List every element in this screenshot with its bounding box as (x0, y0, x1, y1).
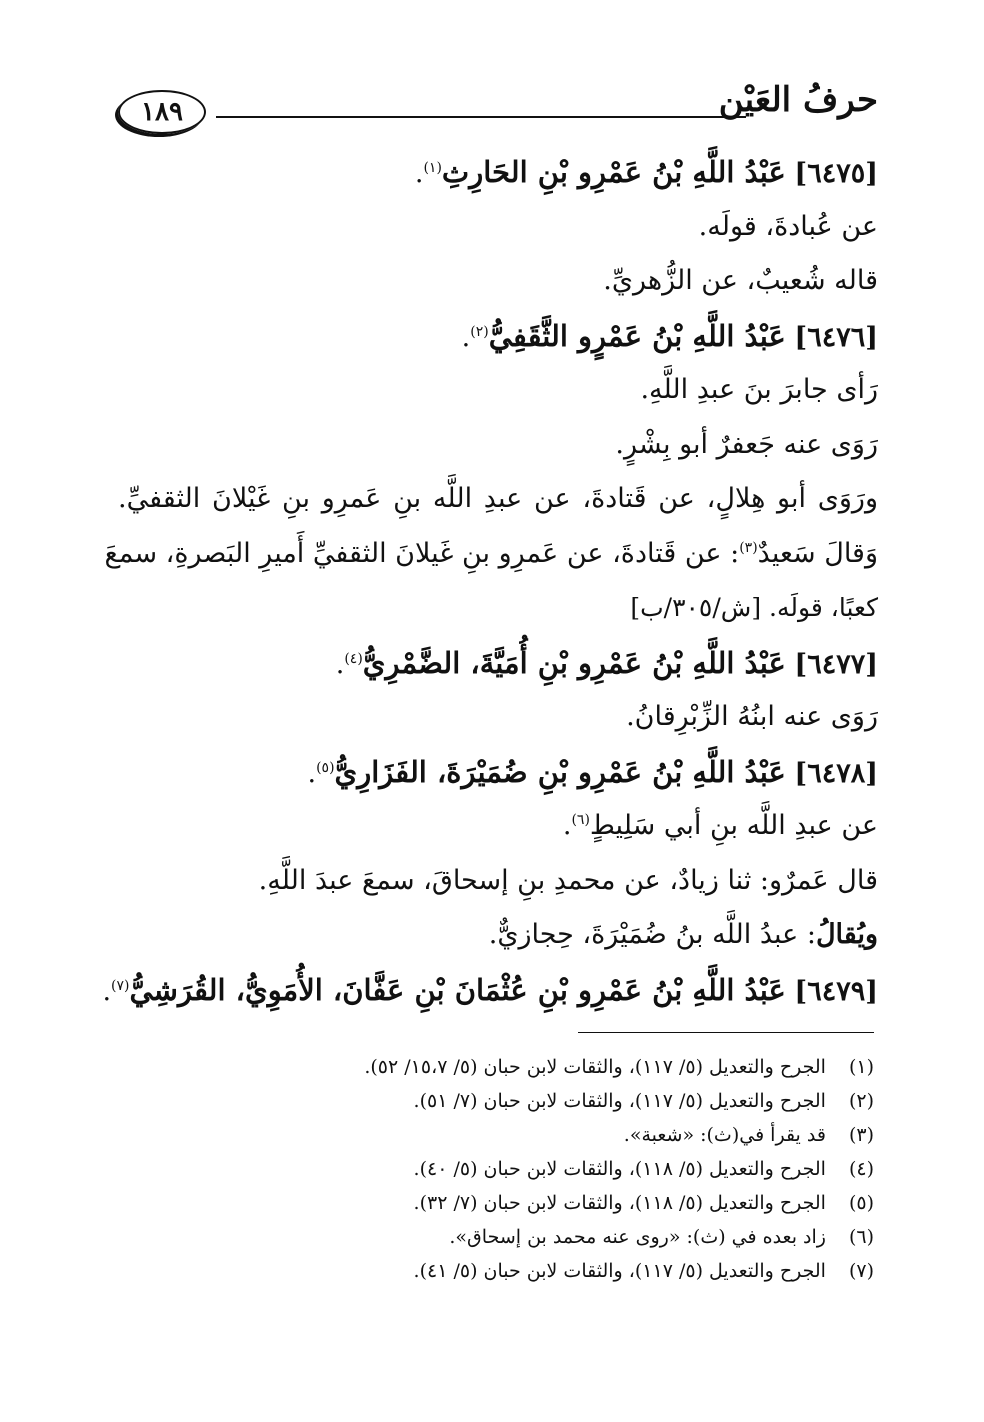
footnote-marker: (٢) (470, 323, 489, 340)
footnote-marker: (٦) (571, 812, 590, 828)
entry-heading (118, 145, 878, 200)
footnote-number: (٢) (848, 1090, 874, 1112)
footnote-text: الجرح والتعديل (٥/ ١١٧)، والثقات لابن حبان (٧/ ٥١). (413, 1090, 826, 1112)
footnote-marker: (٣) (739, 539, 758, 556)
text-segment: عن عبدِ اللَّه بنِ أبي سَلِيطٍ (589, 810, 878, 841)
footnote-text: الجرح والتعديل (٥/ ١١٨)، والثقات لابن حبان (٥/ ٤٠). (413, 1158, 826, 1180)
text-line (104, 527, 878, 582)
text-line (118, 908, 878, 963)
footnote (234, 1186, 874, 1220)
footnote-marker: (١) (423, 160, 442, 176)
footnote-text: الجرح والتعديل (٥/ ١١٧)، والثقات لابن حبان (٥/ ١٥،٧/ ٥٢). (364, 1056, 826, 1078)
entry-name: عَبْدُ اللَّهِ بْنُ عَمْرِو بْنِ الحَارِثِ (441, 155, 786, 189)
footnote-marker: (٥) (316, 759, 335, 776)
text-segment: : عبدُ اللَّه بنُ ضُمَيْرَةَ، حِجازيٌّ. (488, 919, 816, 950)
text-segment: . (562, 810, 572, 841)
entry-heading (118, 745, 878, 800)
entry-number: [٦٤٧٦] (794, 321, 878, 353)
text-line: رَوَى عنه ابنُهُ الزِّبْرِقانُ. (626, 701, 878, 732)
running-head: حرفُ العَيْن (718, 80, 878, 120)
footnote-number: (٥) (848, 1192, 874, 1214)
text-line: كعبًا، قولَه. [ش/٣٠٥/ب] (630, 593, 878, 622)
entry-number: [٦٤٧٨] (794, 757, 878, 789)
footnote-number: (٤) (848, 1158, 874, 1180)
entry-name: عَبْدُ اللَّهِ بْنُ عَمْرِو بْنِ عُثْمَانَ بْنِ عَفَّانَ، الأُمَوِيُّ، القُرَشِيُّ (129, 972, 786, 1007)
text-line (118, 799, 878, 854)
footnote-text: الجرح والتعديل (٥/ ١١٨)، والثقات لابن حبان (٧/ ٣٢). (413, 1192, 826, 1214)
footnote-number: (٣) (848, 1124, 874, 1146)
entry-number: [٦٤٧٩] (794, 975, 878, 1007)
footnote (234, 1220, 874, 1254)
entry-name: عَبْدُ اللَّهِ بْنُ عَمْرٍو الثَّقَفِيُّ (488, 318, 786, 353)
footnote (234, 1254, 874, 1288)
entry-end: . (335, 648, 345, 680)
footnote-text: زاد بعده في (ث): «روى عنه محمد بن إسحاق». (449, 1226, 826, 1248)
main-text (102, 145, 878, 1017)
text-line: رَوَى عنه جَعفرٌ أبو بِشْرٍ. (615, 428, 878, 460)
footnote (234, 1084, 874, 1118)
page-header (118, 80, 878, 140)
entry-name: عَبْدُ اللَّهِ بْنُ عَمْرِو بْنِ أُمَيَّةَ، الضَّمْرِيُّ (362, 645, 786, 680)
footnotes (234, 1050, 874, 1288)
header-rule (216, 116, 746, 118)
entry-end: . (461, 321, 471, 353)
text-line: عن عُبادةَ، قولَه. (698, 210, 878, 242)
text-line: ورَوَى أبو هِلالٍ، عن قَتادةَ، عن عبدِ اللَّه بنِ عَمرِو بنِ غَيْلانَ الثقفيِّ. (118, 483, 878, 514)
footnote-number: (٦) (848, 1226, 874, 1248)
bold-term: ويُقالُ (815, 919, 878, 950)
entry-heading (118, 636, 878, 691)
entry-end: . (307, 757, 317, 789)
footnote-marker: (٤) (344, 650, 363, 667)
text-line: قاله شُعيبٌ، عن الزُّهريِّ. (603, 265, 878, 296)
footnote-number: (١) (848, 1056, 874, 1078)
entry-number: [٦٤٧٧] (794, 648, 878, 680)
entry-heading (102, 963, 878, 1018)
text-line: رَأى جابرَ بنَ عبدِ اللَّهِ. (640, 374, 878, 405)
entry-number: [٦٤٧٥] (794, 158, 878, 189)
text-segment: : عن قَتادةَ، عن عَمرِو بنِ غَيلانَ الثقفيِّ أَميرِ البَصرةِ، سمعَ (104, 537, 740, 569)
footnote (234, 1118, 874, 1152)
entry-end: . (102, 975, 112, 1007)
footnote-number: (٧) (848, 1260, 874, 1282)
footnote-marker: (٧) (111, 977, 130, 994)
footnote (234, 1152, 874, 1186)
footnote-divider (578, 1032, 874, 1033)
footnote-text: قد يقرأ في(ث): «شعبة». (623, 1124, 826, 1146)
footnote-text: الجرح والتعديل (٥/ ١١٧)، والثقات لابن حبان (٥/ ٤١). (413, 1260, 826, 1282)
entry-end: . (414, 158, 424, 189)
entry-name: عَبْدُ اللَّهِ بْنُ عَمْرِو بْنِ ضُمَيْرَةَ، الفَزَارِيُّ (334, 754, 786, 789)
footnote (234, 1050, 874, 1084)
entry-heading (118, 309, 878, 364)
page-number: ١٨٩ (118, 90, 206, 134)
text-segment: وَقالَ سَعيدٌ (757, 537, 878, 569)
text-line: قال عَمرٌو: ثنا زيادٌ، عن محمدِ بنِ إسحاقَ، سمعَ عبدَ اللَّهِ. (258, 864, 878, 896)
